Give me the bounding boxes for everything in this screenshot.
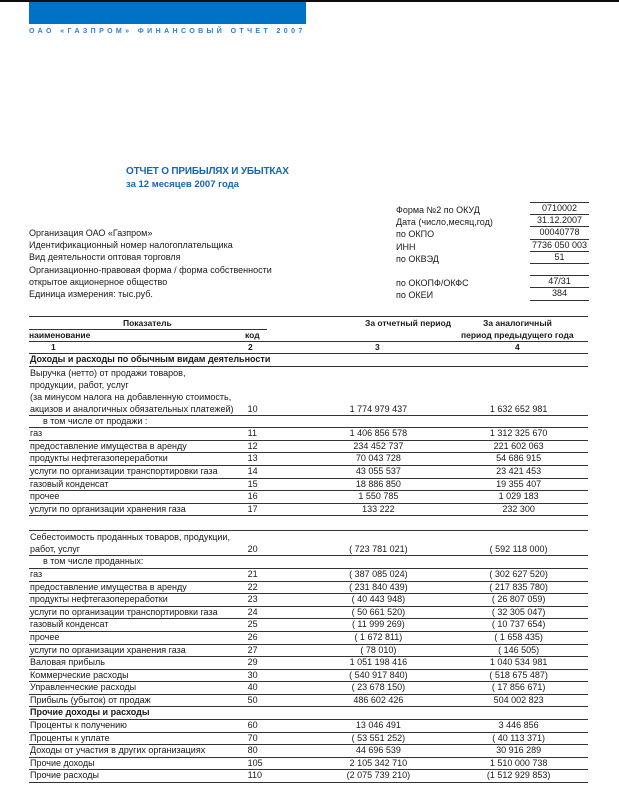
- row-code: 21: [247, 568, 258, 579]
- row-current: ( 1 672 811): [354, 631, 403, 642]
- row-label: прочее: [30, 491, 60, 502]
- table-header: [29, 316, 588, 354]
- row-label: услуги по организации хранения газа: [30, 644, 186, 655]
- row-label: предоставление имущества в аренду: [30, 440, 187, 451]
- table-row: [29, 453, 588, 466]
- row-current: ( 540 917 840): [349, 669, 408, 680]
- label-line: Себестоимость проданных товаров, продукции,: [30, 532, 230, 543]
- row-code: 23: [247, 594, 258, 605]
- row-label: газ: [30, 568, 43, 579]
- col-num-1: 1: [51, 342, 56, 352]
- row-current: 1 406 856 578: [349, 428, 408, 439]
- row-label: Валовая прибыль: [30, 657, 105, 668]
- row-code: 26: [247, 631, 258, 642]
- row-previous: 504 002 823: [493, 694, 544, 705]
- row-code: 80: [247, 745, 258, 756]
- table-row: [29, 504, 588, 517]
- legal-form-label: Организационно-правовая форма / форма собственности: [29, 264, 272, 275]
- row-previous: ( 17 856 671): [491, 682, 546, 693]
- header-name: наименование: [29, 330, 91, 340]
- subheading: в том числе проданных:: [43, 556, 144, 567]
- row-current: ( 78 010): [360, 644, 397, 655]
- row-current: 133 222: [362, 503, 395, 514]
- row-previous: 1 312 325 670: [489, 428, 548, 439]
- table-row: [29, 733, 588, 746]
- form-code-labels: [396, 204, 493, 302]
- row-code: 24: [247, 606, 258, 617]
- table-row: [29, 745, 588, 758]
- row-previous: 221 602 063: [493, 440, 544, 451]
- table-row: [29, 607, 588, 620]
- row-label: прочее: [30, 631, 60, 642]
- code-inn: 7736 050 003: [531, 239, 588, 250]
- row-current: 486 602 426: [353, 694, 404, 705]
- table-row: [29, 695, 588, 708]
- row-previous: ( 146 505): [498, 644, 540, 655]
- row-previous: ( 26 807 059): [491, 594, 546, 605]
- code-blank: [530, 263, 589, 275]
- column-numbers: [29, 341, 588, 353]
- row-label: Прочие доходы: [30, 757, 95, 768]
- row-code: 22: [247, 581, 258, 592]
- row-current: ( 723 781 021): [349, 544, 408, 555]
- row-label: [29, 531, 248, 555]
- row-previous: ( 40 113 371): [492, 732, 546, 743]
- row-label: Доходы от участия в других организациях: [30, 745, 206, 756]
- row-previous: (1 512 929 853): [486, 770, 551, 781]
- header-previous-period-2: период предыдущего года: [461, 330, 574, 340]
- subheading: в том числе от продажи :: [43, 415, 148, 426]
- meta-label: по ОКВЭД: [396, 253, 439, 264]
- row-previous: 54 686 915: [496, 453, 542, 464]
- row-current: 1 774 979 437: [349, 403, 408, 414]
- table-row: [29, 645, 588, 658]
- row-code: 29: [247, 657, 258, 668]
- section-heading: [29, 707, 588, 720]
- activity-type: Вид деятельности оптовая торговля: [29, 252, 181, 263]
- form-codes: [530, 202, 589, 301]
- header-previous-period-1: За аналогичный: [483, 318, 552, 328]
- meta-label: по ОКОПФ/ОКФС: [396, 278, 469, 289]
- brand-color-band: [29, 2, 306, 24]
- row-label: газ: [30, 428, 43, 439]
- table-row: [29, 657, 588, 670]
- code-okopf: 47/31: [530, 275, 589, 287]
- row-label: Проценты к уплате: [30, 732, 110, 743]
- row-previous: 1 040 534 981: [489, 657, 548, 668]
- row-current: ( 387 085 024): [349, 568, 408, 579]
- row-previous: 1 510 000 738: [489, 757, 548, 768]
- row-label: Прибыль (убыток) от продаж: [30, 694, 151, 705]
- row-previous: 1 632 652 981: [489, 403, 548, 414]
- header-code: код: [245, 330, 260, 340]
- row-previous: ( 1 658 435): [494, 631, 543, 642]
- table-row: [29, 619, 588, 632]
- subheading-row: [29, 556, 588, 569]
- row-previous: ( 32 305 047): [491, 606, 546, 617]
- row-code: 60: [247, 720, 258, 731]
- row-code: 10: [247, 403, 258, 414]
- label-line: продукции, работ, услуг: [30, 379, 129, 390]
- row-previous: 19 355 407: [496, 478, 542, 489]
- meta-label: [396, 265, 493, 277]
- row-label: предоставление имущества в аренду: [30, 581, 187, 592]
- table-row: [29, 491, 588, 504]
- row-code: 16: [247, 491, 258, 502]
- row-previous: ( 302 627 520): [489, 568, 548, 579]
- row-current: ( 231 840 439): [349, 581, 408, 592]
- table-row: [29, 758, 588, 771]
- row-code: 30: [247, 669, 258, 680]
- label-line: (за минусом налога на добавленную стоимость,: [30, 391, 232, 402]
- row-label: продукты нефтегазопереработки: [30, 453, 168, 464]
- row-label: Управленческие расходы: [30, 682, 137, 693]
- row-current: ( 50 661 520): [351, 606, 406, 617]
- row-code: 40: [247, 682, 258, 693]
- row-previous: 23 421 453: [496, 465, 542, 476]
- row-label: продукты нефтегазопереработки: [30, 594, 168, 605]
- row-previous: ( 592 118 000): [489, 544, 548, 555]
- row-current: (2 075 739 210): [346, 770, 411, 781]
- row-label: газовый конденсат: [30, 619, 109, 630]
- row-label: услуги по организации транспортировки газа: [30, 606, 218, 617]
- col-num-2: 2: [248, 342, 253, 352]
- row-current: 70 043 728: [355, 453, 401, 464]
- row-code: 110: [247, 770, 262, 781]
- row-previous: 3 446 856: [498, 720, 539, 731]
- row-previous: ( 217 835 780): [489, 581, 548, 592]
- row-label: газовый конденсат: [30, 478, 109, 489]
- income-statement-table: [29, 316, 588, 783]
- row-code: 50: [247, 694, 258, 705]
- table-row: [29, 632, 588, 645]
- row-code: 15: [247, 478, 258, 489]
- table-row: [29, 479, 588, 492]
- row-current: 2 105 342 710: [349, 757, 408, 768]
- table-row: [29, 569, 588, 582]
- row-current: 18 886 850: [355, 478, 401, 489]
- brand-line: ОАО «ГАЗПРОМ» ФИНАНСОВЫЙ ОТЧЕТ 2007: [29, 28, 306, 35]
- row-code: 27: [247, 644, 258, 655]
- col-num-3: 3: [375, 342, 380, 352]
- row-label: Проценты к получению: [30, 720, 127, 731]
- table-row: [29, 466, 588, 479]
- table-row: [29, 770, 588, 783]
- row-code: 17: [247, 503, 258, 514]
- table-row-cost: [29, 531, 588, 556]
- row-previous: ( 10 737 654): [491, 619, 546, 630]
- report-title: [126, 166, 289, 190]
- row-code: 12: [247, 440, 258, 451]
- table-row: [29, 720, 588, 733]
- code-okpo: 00040778: [530, 226, 589, 238]
- row-current: 44 696 539: [355, 745, 401, 756]
- table-row: [29, 594, 588, 607]
- row-current: ( 40 443 948): [351, 594, 406, 605]
- row-current: 13 046 491: [355, 720, 401, 731]
- meta-label: по ОКПО: [396, 229, 435, 240]
- unit-of-measure: Единица измерения: тыс.руб.: [29, 289, 153, 300]
- label-line: акцизов и аналогичных обязательных платежей): [30, 403, 234, 414]
- row-previous: 232 300: [502, 503, 535, 514]
- section-heading: [29, 354, 588, 367]
- col-num-4: 4: [515, 342, 520, 352]
- row-label: [29, 367, 248, 415]
- row-label: Коммерческие расходы: [30, 669, 129, 680]
- header-current-period: За отчетный период: [365, 318, 452, 328]
- legal-form-value: открытое акционерное общество: [29, 276, 168, 287]
- section-title: Доходы и расходы по обычным видам деятельности: [30, 354, 271, 364]
- header-indicator: Показатель: [123, 318, 172, 328]
- row-code: 105: [247, 757, 263, 768]
- row-label: Прочие расходы: [30, 770, 99, 781]
- row-previous: 1 029 183: [498, 491, 539, 502]
- row-current: 1 550 785: [358, 491, 399, 502]
- label-line: работ, услуг: [30, 544, 81, 555]
- row-current: 43 055 537: [355, 465, 401, 476]
- organization-info: [29, 227, 272, 300]
- meta-label: Форма №2 по ОКУД: [396, 205, 480, 215]
- report-title-main: ОТЧЕТ О ПРИБЫЛЯХ И УБЫТКАХ: [126, 166, 289, 177]
- row-current: 234 452 737: [353, 440, 404, 451]
- table-row: [29, 441, 588, 454]
- spacer: [29, 516, 588, 531]
- row-code: 25: [247, 619, 258, 630]
- row-current: ( 11 999 269): [351, 619, 405, 630]
- row-code: 13: [247, 453, 258, 464]
- row-previous: 30 916 289: [496, 745, 542, 756]
- table-row: [29, 582, 588, 595]
- code-date: 31.12.2007: [530, 214, 589, 226]
- row-code: 70: [247, 732, 258, 743]
- row-current: 1 051 198 416: [349, 657, 408, 668]
- taxpayer-id-label: Идентификационный номер налогоплательщика: [29, 240, 233, 251]
- report-title-period: за 12 месяцев 2007 года: [126, 179, 239, 190]
- table-row: [29, 428, 588, 441]
- meta-label: Дата (число,месяц,год): [396, 217, 493, 228]
- meta-label: ИНН: [396, 241, 416, 252]
- row-label: услуги по организации транспортировки газа: [30, 465, 218, 476]
- row-previous: ( 518 675 487): [489, 669, 548, 680]
- table-row-revenue: [29, 367, 588, 416]
- org-name: Организация ОАО «Газпром»: [29, 228, 153, 238]
- label-line: Выручка (нетто) от продажи товаров,: [30, 367, 186, 378]
- row-current: ( 53 551 252): [351, 732, 406, 743]
- row-code: 14: [247, 465, 258, 476]
- row-label: услуги по организации хранения газа: [30, 503, 186, 514]
- code-okei: 384: [530, 287, 589, 300]
- row-code: 11: [247, 428, 257, 439]
- row-current: ( 23 678 150): [351, 682, 406, 693]
- code-okved: 51: [530, 251, 589, 263]
- subheading-row: [29, 416, 588, 429]
- table-row: [29, 682, 588, 695]
- table-row: [29, 670, 588, 683]
- section-title: Прочие доходы и расходы: [30, 707, 150, 718]
- meta-label: по ОКЕИ: [396, 290, 434, 301]
- row-code: 20: [247, 544, 258, 555]
- code-okud: 0710002: [530, 202, 589, 214]
